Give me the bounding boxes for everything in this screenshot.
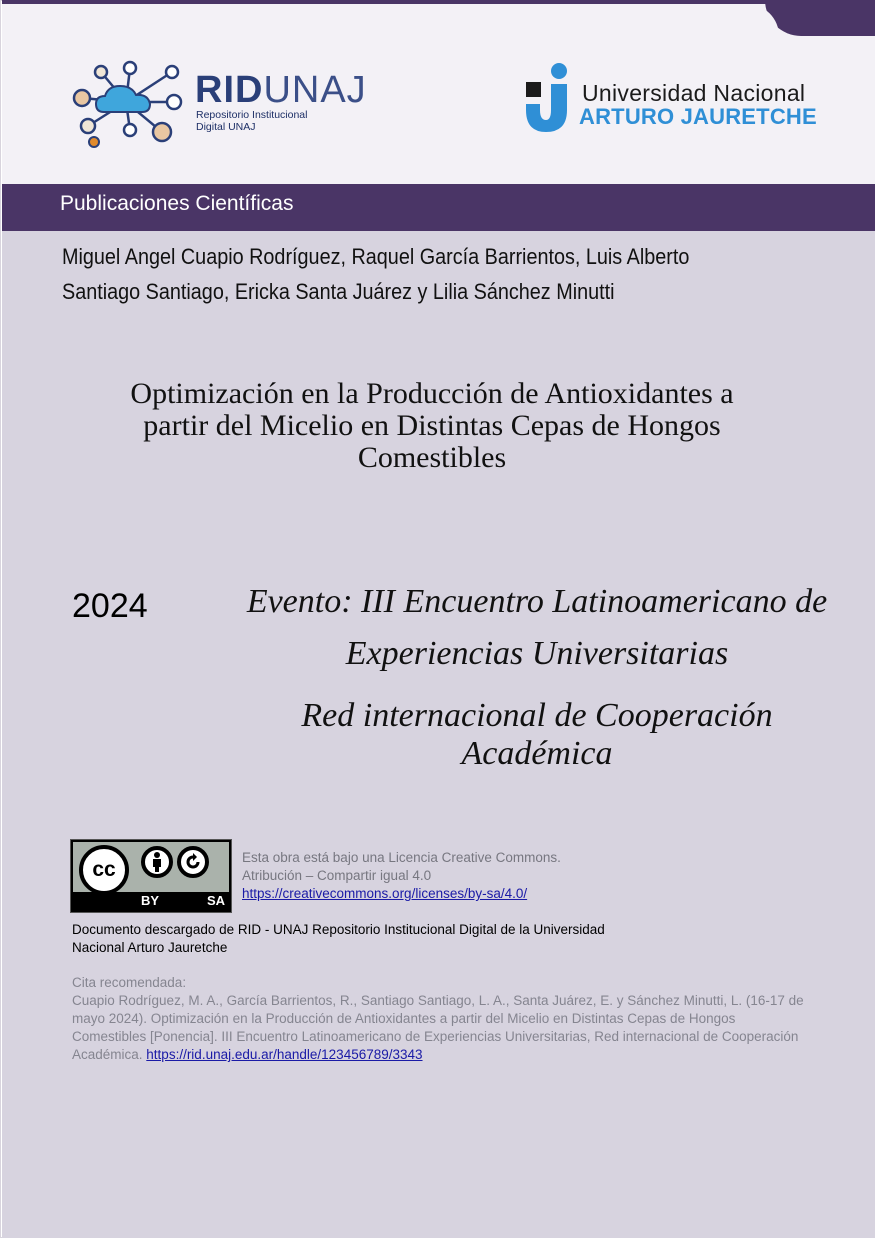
- rid-unaj-logo[interactable]: [66, 60, 376, 150]
- section-band: [2, 184, 875, 231]
- share-alike-glyph: [181, 850, 205, 874]
- event-line2: Experiencias Universitarias: [345, 635, 729, 672]
- rid-subtitle: [196, 109, 307, 133]
- event: [232, 576, 842, 680]
- title-line1: Optimización en la Producción de Antioxidantes a: [130, 377, 734, 410]
- license-link[interactable]: https://creativecommons.org/licenses/by-sa/4.0/: [242, 886, 528, 901]
- download-notice: [72, 921, 692, 957]
- header: [2, 0, 875, 184]
- license-line2: Atribución – Compartir igual 4.0: [242, 868, 432, 883]
- cc-sa-label: SA: [206, 893, 225, 908]
- license-text: [242, 849, 561, 903]
- citation-body: [72, 992, 812, 1064]
- rid-subtitle-line1: Repositorio Institucional: [196, 109, 308, 121]
- cc-badge-labels: [141, 893, 225, 908]
- title-line2: partir del Micelio en Distintas Cepas de Hongos: [143, 409, 721, 442]
- publication-year: 2024: [72, 587, 148, 625]
- citation-text: Cuapio Rodríguez, M. A., García Barrientos, R., Santiago Santiago, L. A., Santa Juárez, E. y Sánchez Minutti, L. (16-17 de mayo 2024). Optimización en la Producción de Antioxidantes a partir del Micelio en Distintas Cepas de Hongos Comestibles [Ponencia]. III Encuentro Latinoamericano de Experiencias Universitarias, Red internacional de Cooperación Académica.: [72, 993, 804, 1062]
- authors-line2: Santiago Santiago, Ericka Santa Juárez y Lilia Sánchez Minutti: [62, 279, 615, 304]
- rid-wordmark-bold: RID: [195, 69, 264, 111]
- document-title: [62, 378, 802, 474]
- authors: [62, 239, 690, 309]
- authors-line1: Miguel Angel Cuapio Rodríguez, Raquel García Barrientos, Luis Alberto: [62, 244, 690, 269]
- content-area: [2, 231, 875, 1238]
- download-notice-line1: Documento descargado de RID - UNAJ Repositorio Institucional Digital de la Universidad: [72, 922, 605, 937]
- unaj-logo[interactable]: [522, 60, 822, 140]
- rid-wordmark: [195, 70, 367, 110]
- cc-by-label: BY: [141, 893, 160, 908]
- cc-license-badge[interactable]: [70, 839, 232, 913]
- license-line1: Esta obra está bajo una Licencia Creative Commons.: [242, 850, 561, 865]
- citation-link[interactable]: https://rid.unaj.edu.ar/handle/123456789/3343: [146, 1047, 423, 1062]
- recommended-citation: [72, 974, 812, 1064]
- citation-label: Cita recomendada:: [72, 975, 187, 990]
- header-corner-decoration: [765, 0, 875, 36]
- section-band-label: Publicaciones Científicas: [60, 192, 294, 215]
- attribution-person-icon: [141, 846, 173, 878]
- unaj-name-text: ARTURO JAURETCHE: [579, 104, 817, 129]
- rid-subtitle-line2: Digital UNAJ: [196, 121, 256, 133]
- title-line3: Comestibles: [357, 441, 507, 474]
- network-cloud-icon: [66, 60, 186, 150]
- attribution-person-glyph: [145, 850, 169, 874]
- share-alike-icon: [177, 846, 209, 878]
- creative-commons-icon: cc: [79, 845, 129, 895]
- network-name: Red internacional de Cooperación Académica: [301, 697, 773, 772]
- unaj-j-icon: [522, 60, 578, 136]
- unaj-university-text: Universidad Nacional: [582, 80, 806, 106]
- download-notice-line2: Nacional Arturo Jauretche: [72, 940, 228, 955]
- rid-wordmark-light: UNAJ: [263, 69, 367, 111]
- event-line1: Evento: III Encuentro Latinoamericano de: [246, 583, 828, 620]
